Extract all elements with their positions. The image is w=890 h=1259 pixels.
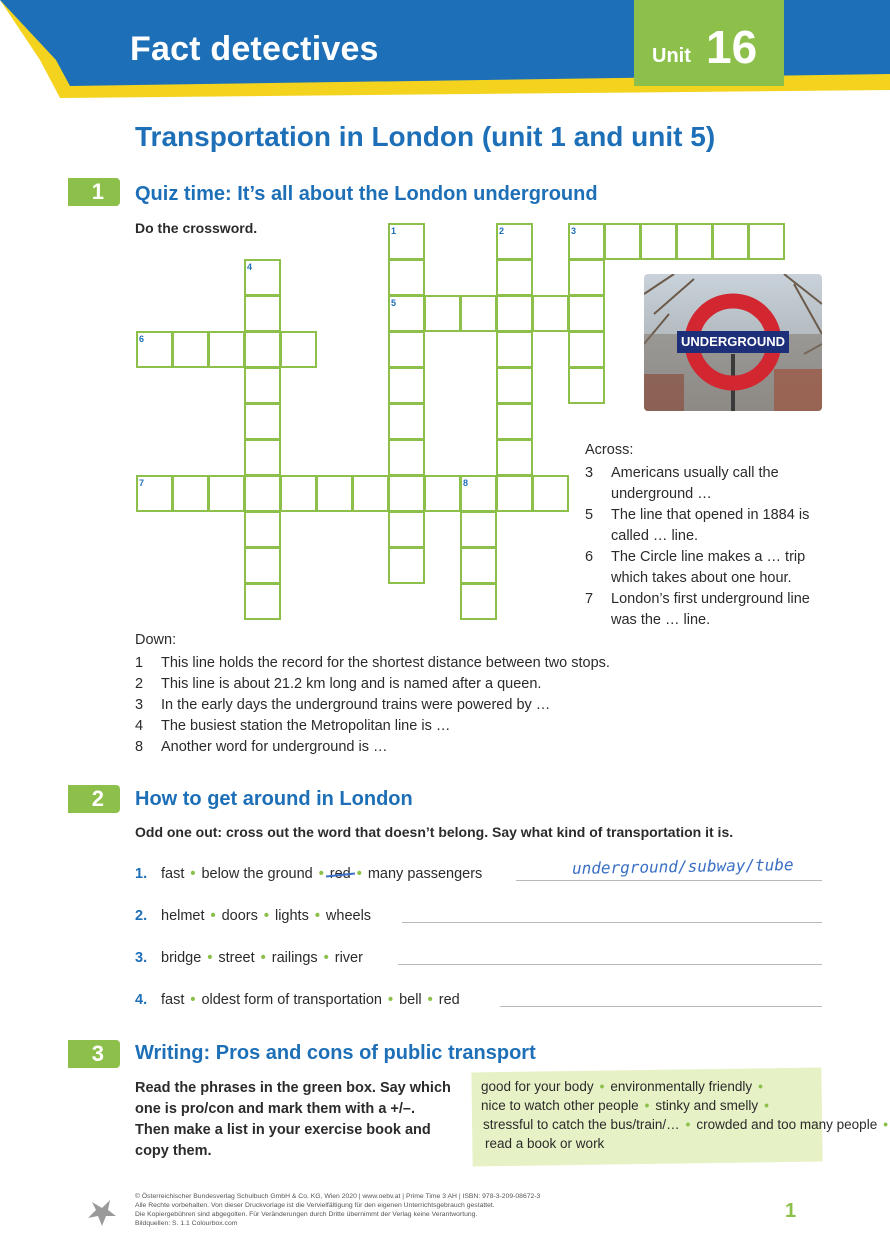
crossword-cell[interactable] [244,583,281,620]
clue-text: Americans usually call the [611,465,779,481]
crossword-clue-number: 3 [571,226,577,236]
across-clue-line [585,547,805,568]
handwritten-answer: underground/subway/tube [571,855,794,878]
bullet: • [323,950,329,966]
phrase: nice to watch other people [481,1098,639,1113]
instruction-line: copy them. [135,1143,212,1159]
option-word-text: bell [399,992,422,1008]
section-2-title: How to get around in London [135,788,413,810]
crossword-cell[interactable] [244,475,281,512]
crossword-cell[interactable] [748,223,785,260]
unit-number: 16 [706,21,758,73]
option-word[interactable] [201,866,312,882]
crossword-cell[interactable] [496,295,533,332]
option-word-text: railings [271,950,318,966]
across-clue-line [585,610,710,631]
bullet: • [190,866,196,882]
option-word[interactable] [218,950,254,966]
option-word-text: oldest form of transportation [201,992,382,1008]
phrase: good for your body [481,1079,594,1094]
phrase-line [485,1136,604,1151]
crossword-cell[interactable] [568,295,605,332]
section-1-instruction: Do the crossword. [135,220,258,236]
crossword-cell[interactable] [460,583,497,620]
crossword-cell[interactable] [208,331,245,368]
bullet: • [685,1117,691,1132]
across-heading: Across: [585,442,634,458]
clue-number: 7 [585,591,594,607]
crossword-clue-number: 1 [391,226,397,236]
clue-text: which takes about one hour. [611,570,792,586]
bullet: • [318,866,324,882]
answer-line[interactable] [402,922,822,923]
odd-one-out-row [135,950,363,966]
answer-line[interactable] [500,1006,822,1007]
across-clue-line [585,505,809,526]
down-clue-line [135,653,610,674]
crossword-cell[interactable] [388,259,425,296]
clue-number: 5 [585,507,594,523]
option-word-text: red [438,992,460,1008]
down-clue-line [135,695,550,716]
clue-number: 3 [135,697,144,713]
phrase: read a book or work [485,1136,605,1151]
clue-text: This line holds the record for the shortest distance between two stops. [161,655,610,671]
option-word[interactable] [201,992,382,1008]
unit-label: Unit [652,45,691,67]
phrase: crowded and too many people [696,1117,878,1132]
crossword-cell[interactable] [280,331,317,368]
footer-line: Bildquellen: S. 1.1 Colourbox.com [135,1220,238,1227]
clue-text: London’s first underground line [611,591,810,607]
crossword-clue-number: 2 [499,226,505,236]
row-number: 1. [135,866,148,882]
option-word[interactable] [439,992,460,1008]
crossword-cell[interactable] [568,367,605,404]
section-3-instruction [135,1078,455,1162]
crossword-cell[interactable] [244,439,281,476]
crossword-cell[interactable] [208,475,245,512]
crossword-cell[interactable] [244,511,281,548]
crossword-cell[interactable] [388,475,425,512]
page-title: Transportation in London (unit 1 and unit 5) [135,121,716,152]
down-clue-line [135,716,450,737]
down-clue-line [135,737,388,758]
underground-sign-photo [644,274,822,411]
publisher-logo-icon [88,1196,116,1226]
copyright-footer [135,1192,540,1228]
bullet: • [190,992,196,1008]
crossword-cell[interactable] [496,439,533,476]
clue-number: 4 [135,718,144,734]
crossword-cell[interactable] [172,331,209,368]
clue-text: The busiest station the Metropolitan line is … [161,718,451,734]
across-clue-line [585,526,698,547]
down-clue-line [135,674,541,695]
crossword-cell[interactable] [676,223,713,260]
crossword-cell[interactable] [244,403,281,440]
crossword-clue-number: 6 [139,334,145,344]
clue-text: underground … [611,486,712,502]
page-number: 1 [785,1200,797,1222]
crossword-cell[interactable] [388,439,425,476]
answer-line[interactable] [398,964,822,965]
across-clue-line [585,568,792,589]
crossword-cell[interactable] [604,223,641,260]
crossword-cell[interactable] [532,475,569,512]
clue-number: 2 [135,676,144,692]
worksheet-title: Fact detectives [130,30,379,68]
crossword-cell[interactable] [244,367,281,404]
option-word-text: helmet [161,908,205,924]
phrase: environmentally friendly [610,1079,753,1094]
across-clue-line [585,589,810,610]
bullet: • [356,866,362,882]
footer-line: © Österreichischer Bundesverlag Schulbuch GmbH & Co. KG, Wien 2020 | www.oebv.at | Prime Time 3 AH | ISBN: 978-3-209-08672-3 [135,1193,541,1200]
option-word[interactable] [330,866,351,882]
option-word[interactable] [399,992,422,1008]
crossword-cell[interactable] [532,295,569,332]
crossword-cell[interactable] [496,259,533,296]
option-word[interactable] [161,908,205,924]
crossword-cell[interactable] [496,367,533,404]
clue-text: The Circle line makes a … trip [611,549,806,565]
clue-text: This line is about 21.2 km long and is named after a queen. [161,676,542,692]
crossword-clue-number: 8 [463,478,469,488]
row-number: 2. [135,908,148,924]
odd-one-out-row [135,992,460,1008]
across-clue-line [585,463,779,484]
crossword-cell[interactable] [640,223,677,260]
crossword-cell[interactable] [424,475,461,512]
option-word-text: lights [274,908,309,924]
option-word-text: bridge [161,950,202,966]
clue-text: called … line. [611,528,699,544]
option-word-text: many passengers [367,866,483,882]
option-word[interactable] [335,950,363,966]
crossword-cell[interactable] [388,331,425,368]
crossword-cell[interactable] [496,331,533,368]
crossword-cell[interactable] [712,223,749,260]
crossword-cell[interactable] [244,547,281,584]
crossword-cell[interactable] [496,475,533,512]
crossword-cell[interactable] [568,259,605,296]
section-3-number: 3 [68,1040,120,1068]
option-word-text: below the ground [201,866,313,882]
option-word[interactable] [368,866,482,882]
footer-line: Alle Rechte vorbehalten. Von dieser Druckvorlage ist die Vervielfältigung für den eigenen Unterrichtsgebrauch gestattet. [135,1202,495,1209]
bullet: • [883,1117,888,1132]
section-3-title: Writing: Pros and cons of public transport [135,1042,536,1064]
bullet: • [314,908,320,924]
bullet: • [207,950,213,966]
instruction-line: one is pro/con and mark them with a +/–. [135,1101,415,1117]
bullet: • [427,992,433,1008]
section-1-title: Quiz time: It’s all about the London underground [135,183,598,205]
instruction-line: Read the phrases in the green box. Say which [135,1080,451,1096]
option-word[interactable] [161,866,184,882]
crossword-cell[interactable] [460,547,497,584]
bullet: • [599,1079,605,1094]
bullet: • [260,950,266,966]
clue-number: 1 [135,655,144,671]
phrase: stressful to catch the bus/train/… [483,1117,680,1132]
odd-one-out-row [135,908,371,924]
clue-number: 6 [585,549,594,565]
option-word-text: wheels [325,908,372,924]
answer-line[interactable] [516,880,822,881]
phrase-line [481,1098,775,1113]
phrase: stinky and smelly [655,1098,759,1113]
crossword-cell[interactable] [244,331,281,368]
option-word[interactable] [326,908,371,924]
clue-number: 8 [135,739,144,755]
crossword-cell[interactable] [352,475,389,512]
clue-number: 3 [585,465,594,481]
option-word[interactable] [161,992,184,1008]
bullet: • [644,1098,650,1113]
option-word[interactable] [272,950,318,966]
option-word[interactable] [222,908,258,924]
crossword-cell[interactable] [460,511,497,548]
crossword-clue-number: 5 [391,298,397,308]
bullet: • [210,908,216,924]
crossword-cell[interactable] [388,403,425,440]
option-word-text: street [218,950,255,966]
section-1-number: 1 [68,178,120,206]
crossword-cell[interactable] [388,367,425,404]
bullet: • [263,908,269,924]
option-word[interactable] [161,950,201,966]
crossword-clue-number: 4 [247,262,253,272]
clue-text: In the early days the underground trains were powered by … [161,697,551,713]
row-number: 4. [135,992,148,1008]
clue-text: Another word for underground is … [161,739,388,755]
bullet: • [764,1098,769,1113]
phrase-line [481,1079,769,1094]
crossword-cell[interactable] [424,295,461,332]
bullet: • [758,1079,763,1094]
phrase-line [483,1117,890,1132]
crossword-cell[interactable] [172,475,209,512]
section-2-number: 2 [68,785,120,813]
underground-sign-text: UNDERGROUND [681,334,785,349]
down-heading: Down: [135,632,177,648]
option-word-text: fast [161,866,185,882]
bullet: • [388,992,394,1008]
crossword-cell[interactable] [568,331,605,368]
crossword-cell[interactable] [388,511,425,548]
option-word-text: fast [161,992,185,1008]
crossword-cell[interactable] [460,295,497,332]
option-word[interactable] [275,908,309,924]
footer-line: Die Kopiergebühren sind abgegolten. Für Veränderungen durch Dritte übernimmt der Verlag keine Verantwortung. [135,1211,478,1218]
row-number: 3. [135,950,148,966]
crossword-clue-number: 7 [139,478,145,488]
crossword-cell[interactable] [244,295,281,332]
clue-text: The line that opened in 1884 is [611,507,810,523]
instruction-line: Then make a list in your exercise book and [135,1122,431,1138]
crossword-cell[interactable] [280,475,317,512]
clue-text: was the … line. [611,612,711,628]
crossword-cell[interactable] [388,547,425,584]
crossword-cell[interactable] [496,403,533,440]
crossword-cell[interactable] [316,475,353,512]
section-2-instruction: Odd one out: cross out the word that doesn’t belong. Say what kind of transportation it is. [135,824,734,840]
odd-one-out-row [135,866,482,882]
across-clue-line [585,484,712,505]
option-word-text: river [334,950,363,966]
option-word-text: doors [221,908,258,924]
